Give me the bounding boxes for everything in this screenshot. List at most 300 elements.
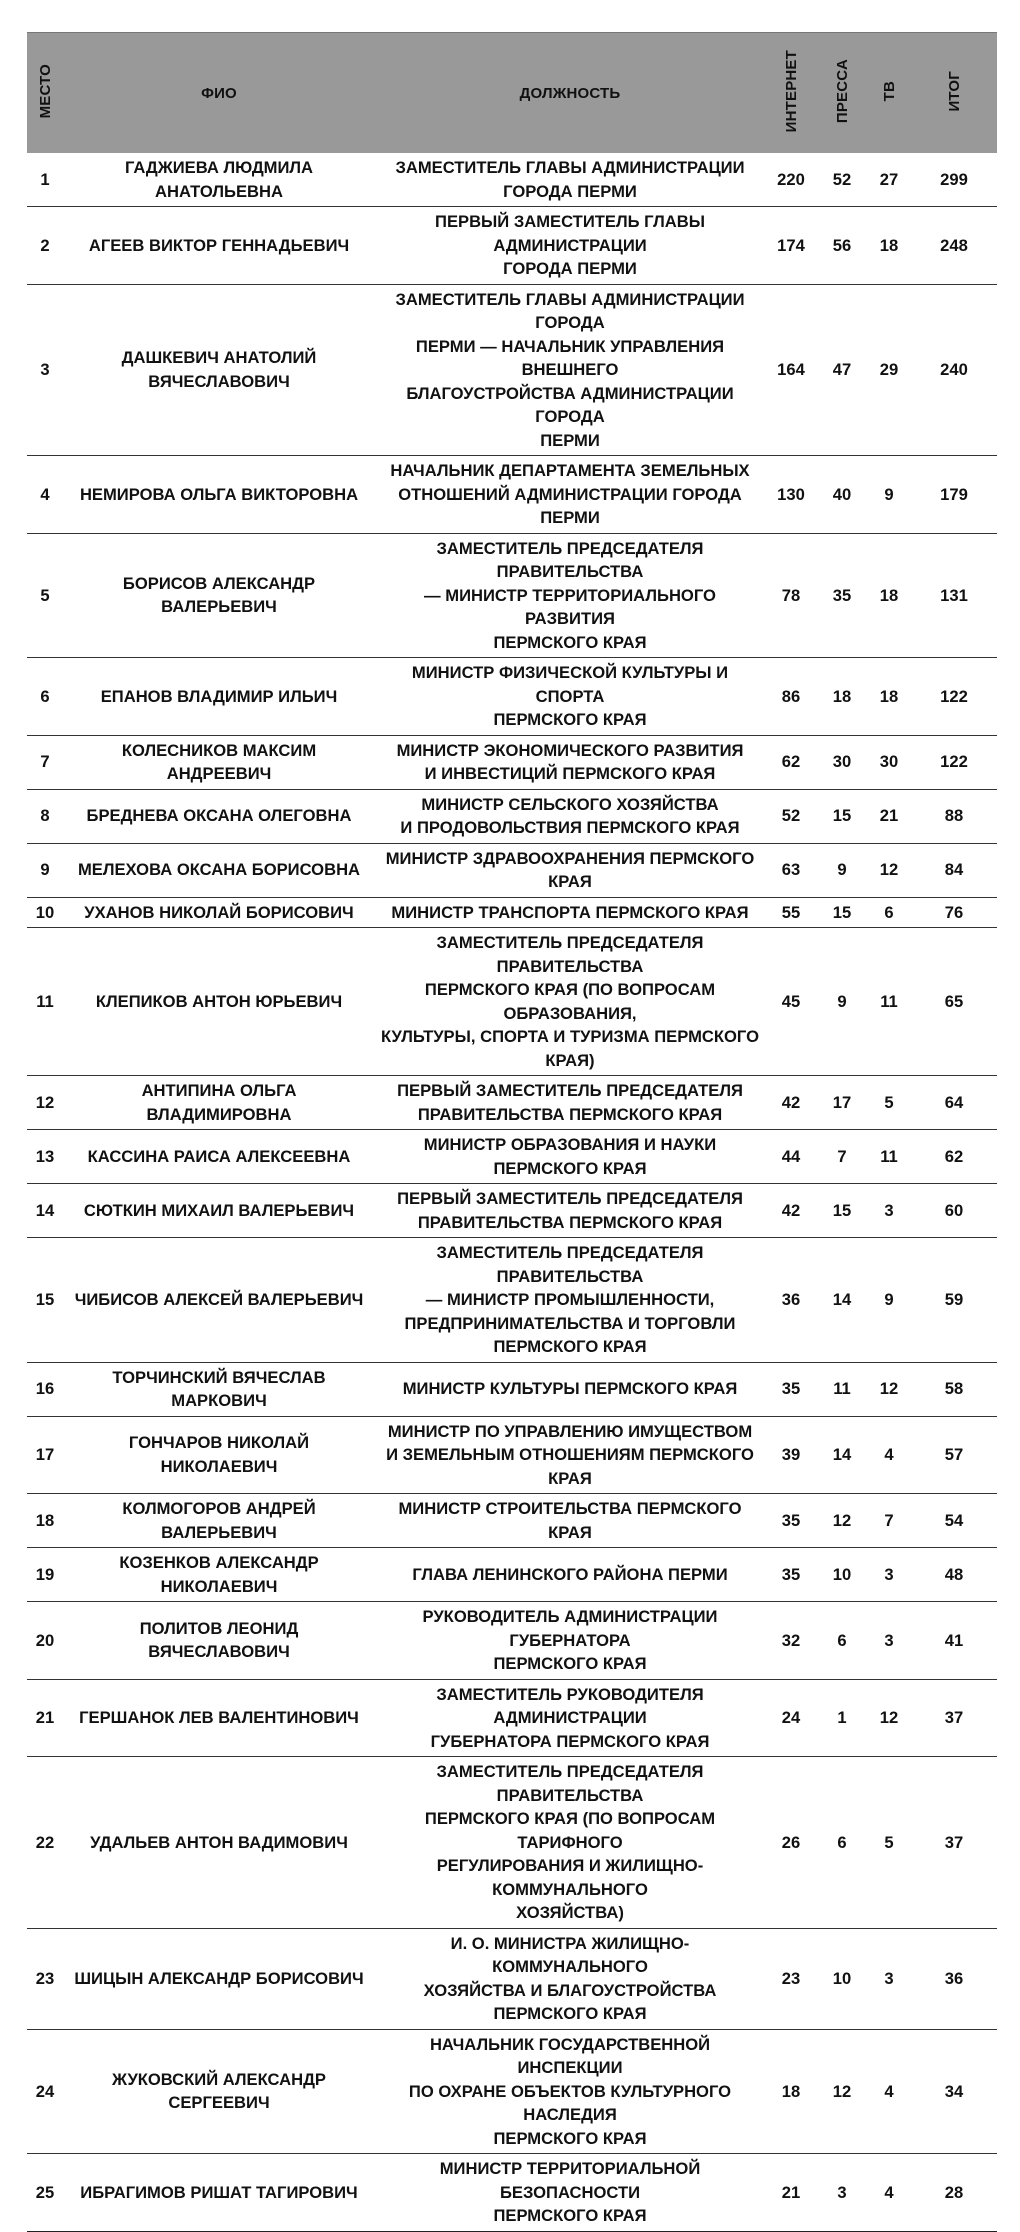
cell-total: 84 — [911, 843, 997, 897]
cell-tv: 6 — [867, 897, 911, 928]
cell-position — [375, 1757, 765, 1929]
table-row — [27, 1757, 997, 1929]
cell-total: 62 — [911, 1130, 997, 1184]
cell-total: 65 — [911, 928, 997, 1076]
cell-tv: 7 — [867, 1494, 911, 1548]
cell-internet: 26 — [765, 1757, 817, 1929]
cell-internet: 130 — [765, 456, 817, 534]
cell-tv: 3 — [867, 1928, 911, 2029]
cell-position — [375, 1602, 765, 1680]
cell-position — [375, 2154, 765, 2232]
cell-name-line: ВЯЧЕСЛАВОВИЧ — [148, 1642, 290, 1662]
table-row — [27, 1238, 997, 1363]
cell-name-line: ВАЛЕРЬЕВИЧ — [161, 1522, 277, 1542]
cell-place: 13 — [27, 1130, 63, 1184]
cell-name — [63, 1238, 375, 1363]
cell-press: 35 — [817, 533, 867, 658]
cell-name-line: КОЛЕСНИКОВ МАКСИМ — [121, 740, 317, 760]
cell-place: 16 — [27, 1362, 63, 1416]
cell-tv: 3 — [867, 1184, 911, 1238]
cell-press: 1 — [817, 1679, 867, 1757]
table-body — [27, 153, 997, 2231]
header-row — [27, 33, 997, 154]
cell-name — [63, 897, 375, 928]
cell-tv: 4 — [867, 2154, 911, 2232]
cell-name-line: УХАНОВ НИКОЛАЙ БОРИСОВИЧ — [84, 902, 354, 922]
cell-name-line: НЕМИРОВА ОЛЬГА ВИКТОРОВНА — [79, 484, 359, 504]
cell-place: 1 — [40, 169, 50, 189]
cell-name-line: ЖУКОВСКИЙ АЛЕКСАНДР — [112, 2069, 326, 2089]
cell-internet: 24 — [765, 1679, 817, 1757]
cell-position — [375, 1362, 765, 1416]
cell-place: 21 — [27, 1679, 63, 1757]
cell-tv: 21 — [867, 789, 911, 843]
cell-position-line: ПРАВИТЕЛЬСТВА ПЕРМСКОГО КРАЯ — [417, 1212, 723, 1232]
cell-tv: 9 — [867, 456, 911, 534]
cell-internet: 21 — [765, 2154, 817, 2232]
cell-position-line: МИНИСТР ТРАНСПОРТА ПЕРМСКОГО КРАЯ — [391, 902, 749, 922]
table-row — [27, 1928, 997, 2029]
table-row — [27, 1416, 997, 1494]
cell-name — [63, 1602, 375, 1680]
cell-position-line: ГЛАВА ЛЕНИНСКОГО РАЙОНА ПЕРМИ — [412, 1564, 728, 1584]
cell-press: 15 — [817, 789, 867, 843]
cell-total: 179 — [911, 456, 997, 534]
cell-total: 37 — [911, 1757, 997, 1929]
cell-total: 60 — [911, 1184, 997, 1238]
cell-total: 122 — [911, 658, 997, 736]
table-row — [27, 1130, 997, 1184]
cell-position-line: НАЧАЛЬНИК ДЕПАРТАМЕНТА ЗЕМЕЛЬНЫХ — [390, 461, 750, 480]
table-row — [27, 735, 997, 789]
cell-total: 36 — [911, 1928, 997, 2029]
cell-place: 23 — [27, 1928, 63, 2029]
cell-position-line: МИНИСТР ФИЗИЧЕСКОЙ КУЛЬТУРЫ И СПОРТА — [411, 663, 729, 706]
cell-name-line: ПОЛИТОВ ЛЕОНИД — [139, 1618, 299, 1638]
table-row — [27, 1184, 997, 1238]
cell-name — [63, 789, 375, 843]
cell-name — [63, 1548, 375, 1602]
cell-name — [63, 1184, 375, 1238]
cell-name-line: ГЕРШАНОК ЛЕВ ВАЛЕНТИНОВИЧ — [79, 1708, 359, 1727]
cell-press: 11 — [817, 1362, 867, 1416]
cell-place: 24 — [27, 2029, 63, 2154]
cell-position — [375, 207, 765, 285]
cell-name — [63, 1679, 375, 1757]
cell-tv: 18 — [867, 533, 911, 658]
cell-total: 57 — [911, 1416, 997, 1494]
cell-name-line: КОЗЕНКОВ АЛЕКСАНДР — [119, 1553, 319, 1572]
cell-place: 10 — [27, 897, 63, 928]
cell-position-line: ПЕРМСКОГО КРАЯ — [493, 1337, 647, 1356]
cell-position — [375, 928, 765, 1076]
cell-name-line: КОЛМОГОРОВ АНДРЕЙ — [122, 1499, 316, 1518]
cell-name-line: ДАШКЕВИЧ АНАТОЛИЙ — [121, 348, 317, 368]
cell-position-line: МИНИСТР СТРОИТЕЛЬСТВА ПЕРМСКОГО КРАЯ — [398, 1499, 742, 1542]
cell-position-line: ЗАМЕСТИТЕЛЬ ПРЕДСЕДАТЕЛЯ ПРАВИТЕЛЬСТВА — [436, 933, 704, 976]
cell-place: 19 — [27, 1548, 63, 1602]
cell-name-line: НИКОЛАЕВИЧ — [160, 1576, 278, 1596]
cell-tv: 18 — [867, 207, 911, 285]
cell-total: 248 — [911, 207, 997, 285]
cell-name-line: ВЛАДИМИРОВНА — [146, 1104, 292, 1124]
table-row — [27, 2154, 997, 2232]
cell-name — [63, 1928, 375, 2029]
cell-place: 4 — [27, 456, 63, 534]
cell-press: 10 — [817, 1548, 867, 1602]
cell-internet: 32 — [765, 1602, 817, 1680]
cell-name — [63, 207, 375, 285]
cell-position-line: ПЕРМИ — [540, 430, 600, 450]
cell-internet: 18 — [765, 2029, 817, 2154]
cell-position-line: ПРЕДПРИНИМАТЕЛЬСТВА И ТОРГОВЛИ — [404, 1313, 736, 1333]
cell-tv: 5 — [867, 1076, 911, 1130]
cell-press: 14 — [817, 1416, 867, 1494]
cell-name-line: ВЯЧЕСЛАВОВИЧ — [148, 371, 290, 391]
table-row — [27, 456, 997, 534]
cell-position-line: ПЕРВЫЙ ЗАМЕСТИТЕЛЬ ПРЕДСЕДАТЕЛЯ — [397, 1189, 743, 1208]
cell-internet: 35 — [765, 1362, 817, 1416]
table-row — [27, 928, 997, 1076]
cell-name — [63, 533, 375, 658]
cell-tv: 11 — [867, 928, 911, 1076]
cell-position-line: ПЕРМСКОГО КРАЯ (ПО ВОПРОСАМ ТАРИФНОГО — [424, 1809, 716, 1852]
cell-tv: 4 — [867, 1416, 911, 1494]
cell-press: 3 — [817, 2154, 867, 2232]
cell-name-line: УДАЛЬЕВ АНТОН ВАДИМОВИЧ — [90, 1832, 348, 1852]
header-place: МЕСТО — [27, 33, 63, 154]
cell-position-line: ЗАМЕСТИТЕЛЬ РУКОВОДИТЕЛЯ АДМИНИСТРАЦИИ — [436, 1684, 704, 1727]
cell-position-line: МИНИСТР СЕЛЬСКОГО ХОЗЯЙСТВА — [421, 794, 719, 814]
cell-place: 2 — [27, 207, 63, 285]
cell-press: 12 — [817, 1494, 867, 1548]
cell-name-line: ТОРЧИНСКИЙ ВЯЧЕСЛАВ — [112, 1367, 326, 1387]
cell-place: 12 — [27, 1076, 63, 1130]
cell-position-line: МИНИСТР КУЛЬТУРЫ ПЕРМСКОГО КРАЯ — [402, 1379, 738, 1399]
header-total: ИТОГ — [911, 33, 997, 154]
cell-internet: 220 — [777, 169, 805, 189]
cell-position-line: И ПРОДОВОЛЬСТВИЯ ПЕРМСКОГО КРАЯ — [400, 818, 740, 837]
cell-name — [63, 843, 375, 897]
cell-place: 18 — [27, 1494, 63, 1548]
header-internet: ИНТЕРНЕТ — [765, 33, 817, 154]
cell-name-line: ШИЦЫН АЛЕКСАНДР БОРИСОВИЧ — [74, 1968, 364, 1988]
cell-press: 6 — [817, 1602, 867, 1680]
table-row — [27, 1494, 997, 1548]
header-press: ПРЕССА — [817, 33, 867, 154]
cell-name-line: ГАДЖИЕВА ЛЮДМИЛА — [124, 158, 314, 177]
cell-position-line: РЕГУЛИРОВАНИЯ И ЖИЛИЩНО-КОММУНАЛЬНОГО — [436, 1856, 704, 1899]
table-header — [27, 33, 997, 154]
cell-internet: 35 — [765, 1494, 817, 1548]
cell-position-line: ГУБЕРНАТОРА ПЕРМСКОГО КРАЯ — [430, 1731, 710, 1751]
cell-name-line: ЧИБИСОВ АЛЕКСЕЙ ВАЛЕРЬЕВИЧ — [74, 1290, 364, 1309]
cell-press: 15 — [817, 1184, 867, 1238]
cell-position-line: — МИНИСТР ТЕРРИТОРИАЛЬНОГО РАЗВИТИЯ — [424, 585, 716, 628]
table-row — [27, 533, 997, 658]
cell-name — [63, 2029, 375, 2154]
cell-position — [375, 1548, 765, 1602]
table-row — [27, 207, 997, 285]
cell-position-line: ПЕРМСКОГО КРАЯ — [493, 1654, 647, 1673]
cell-position — [375, 1928, 765, 2029]
table-row — [27, 153, 997, 207]
cell-total: 131 — [911, 533, 997, 658]
cell-name — [63, 1130, 375, 1184]
cell-internet: 44 — [765, 1130, 817, 1184]
cell-place: 6 — [27, 658, 63, 736]
cell-position — [375, 2029, 765, 2154]
cell-name-line: ИБРАГИМОВ РИШАТ ТАГИРОВИЧ — [80, 2182, 358, 2202]
cell-place: 22 — [27, 1757, 63, 1929]
cell-name — [63, 1076, 375, 1130]
cell-press: 56 — [817, 207, 867, 285]
cell-position — [375, 1416, 765, 1494]
cell-position-line: МИНИСТР ОБРАЗОВАНИЯ И НАУКИ ПЕРМСКОГО КРАЯ — [423, 1135, 717, 1178]
cell-position-line: И ИНВЕСТИЦИЙ ПЕРМСКОГО КРАЯ — [424, 764, 716, 783]
cell-position-line: ХОЗЯЙСТВА) — [516, 1903, 624, 1922]
cell-internet: 35 — [765, 1548, 817, 1602]
cell-position — [375, 1238, 765, 1363]
cell-name — [63, 2154, 375, 2232]
table-row — [27, 1076, 997, 1130]
cell-position-line: РУКОВОДИТЕЛЬ АДМИНИСТРАЦИИ ГУБЕРНАТОРА — [422, 1607, 718, 1650]
cell-tv: 18 — [867, 658, 911, 736]
cell-position-line: МИНИСТР ПО УПРАВЛЕНИЮ ИМУЩЕСТВОМ — [387, 1421, 753, 1441]
cell-press: 7 — [817, 1130, 867, 1184]
cell-name-line: СЕРГЕЕВИЧ — [168, 2093, 270, 2113]
cell-press: 12 — [817, 2029, 867, 2154]
cell-total: 34 — [911, 2029, 997, 2154]
cell-position-line: МИНИСТР ЗДРАВООХРАНЕНИЯ ПЕРМСКОГО КРАЯ — [385, 848, 755, 891]
cell-total: 122 — [911, 735, 997, 789]
cell-position-line: И. О. МИНИСТРА ЖИЛИЩНО-КОММУНАЛЬНОГО — [450, 1933, 690, 1976]
cell-name-line: БОРИСОВ АЛЕКСАНДР — [122, 573, 316, 593]
cell-tv: 12 — [867, 843, 911, 897]
ranking-table-container — [27, 32, 997, 2232]
cell-press: 6 — [817, 1757, 867, 1929]
cell-press: 17 — [817, 1076, 867, 1130]
cell-press: 30 — [817, 735, 867, 789]
cell-tv: 29 — [867, 284, 911, 456]
cell-position-line: ПЕРМСКОГО КРАЯ — [493, 632, 647, 652]
cell-position-line: ПО ОХРАНЕ ОБЪЕКТОВ КУЛЬТУРНОГО НАСЛЕДИЯ — [408, 2081, 732, 2124]
table-row — [27, 2029, 997, 2154]
cell-name-line: НИКОЛАЕВИЧ — [160, 1456, 278, 1476]
cell-internet: 78 — [765, 533, 817, 658]
cell-position-line: — МИНИСТР ПРОМЫШЛЕННОСТИ, — [425, 1290, 715, 1309]
cell-position-line: НАЧАЛЬНИК ГОСУДАРСТВЕННОЙ ИНСПЕКЦИИ — [429, 2034, 711, 2077]
table-row — [27, 1362, 997, 1416]
cell-place: 20 — [27, 1602, 63, 1680]
cell-internet: 23 — [765, 1928, 817, 2029]
cell-position-line: ГОРОДА ПЕРМИ — [503, 259, 637, 278]
cell-name-line: ВАЛЕРЬЕВИЧ — [161, 597, 277, 617]
cell-position — [375, 658, 765, 736]
cell-place: 25 — [27, 2154, 63, 2232]
cell-position-line: ЗАМЕСТИТЕЛЬ ГЛАВЫ АДМИНИСТРАЦИИ ГОРОДА — [395, 289, 745, 332]
cell-press: 9 — [817, 843, 867, 897]
cell-total: 88 — [911, 789, 997, 843]
cell-tv: 30 — [867, 735, 911, 789]
cell-internet: 36 — [765, 1238, 817, 1363]
cell-name — [63, 928, 375, 1076]
table-row — [27, 897, 997, 928]
cell-total: 28 — [911, 2154, 997, 2232]
cell-tv: 4 — [867, 2029, 911, 2154]
cell-position-line: ПЕРМСКОГО КРАЯ — [493, 710, 647, 729]
cell-position-line: ПЕРМСКОГО КРАЯ — [493, 2206, 647, 2225]
header-position: ДОЛЖНОСТЬ — [375, 33, 765, 154]
cell-name-line: БРЕДНЕВА ОКСАНА ОЛЕГОВНА — [86, 806, 352, 826]
cell-position-line: ПРАВИТЕЛЬСТВА ПЕРМСКОГО КРАЯ — [417, 1104, 723, 1124]
cell-internet: 55 — [765, 897, 817, 928]
cell-tv: 12 — [867, 1679, 911, 1757]
cell-internet: 42 — [765, 1076, 817, 1130]
cell-name — [63, 153, 375, 207]
cell-total: 59 — [911, 1238, 997, 1363]
cell-press: 15 — [817, 897, 867, 928]
cell-name-line: КАССИНА РАИСА АЛЕКСЕЕВНА — [87, 1146, 351, 1166]
cell-press: 47 — [817, 284, 867, 456]
cell-position-line: МИНИСТР ЭКОНОМИЧЕСКОГО РАЗВИТИЯ — [396, 740, 744, 760]
cell-position — [375, 1679, 765, 1757]
cell-position — [375, 284, 765, 456]
cell-position-line: ПЕРМСКОГО КРАЯ — [493, 2128, 647, 2148]
cell-name-line: АГЕЕВ ВИКТОР ГЕННАДЬЕВИЧ — [88, 235, 350, 255]
cell-position-line: ПЕРМИ — НАЧАЛЬНИК УПРАВЛЕНИЯ ВНЕШНЕГО — [415, 336, 725, 379]
cell-position-line: ГОРОДА ПЕРМИ — [503, 181, 637, 201]
header-name: ФИО — [63, 33, 375, 154]
cell-press: 52 — [832, 169, 852, 189]
cell-total: 64 — [911, 1076, 997, 1130]
cell-tv: 3 — [867, 1602, 911, 1680]
cell-name — [63, 456, 375, 534]
cell-total: 58 — [911, 1362, 997, 1416]
cell-position — [375, 1076, 765, 1130]
table-row — [27, 843, 997, 897]
cell-total: 41 — [911, 1602, 997, 1680]
cell-place: 8 — [27, 789, 63, 843]
table-row — [27, 658, 997, 736]
cell-place: 15 — [27, 1238, 63, 1363]
cell-total: 54 — [911, 1494, 997, 1548]
table-row — [27, 1548, 997, 1602]
cell-position-line: ЗАМЕСТИТЕЛЬ ПРЕДСЕДАТЕЛЯ ПРАВИТЕЛЬСТВА — [436, 1243, 704, 1286]
cell-position — [375, 1494, 765, 1548]
cell-name-line: КЛЕПИКОВ АНТОН ЮРЬЕВИЧ — [95, 991, 343, 1011]
cell-position — [375, 843, 765, 897]
cell-total: 76 — [911, 897, 997, 928]
cell-name — [63, 1362, 375, 1416]
cell-position — [375, 153, 765, 207]
cell-total: 299 — [940, 169, 968, 189]
cell-position-line: ХОЗЯЙСТВА И БЛАГОУСТРОЙСТВА ПЕРМСКОГО КРАЯ — [423, 1980, 717, 2023]
cell-press: 14 — [817, 1238, 867, 1363]
cell-position — [375, 1184, 765, 1238]
cell-internet: 164 — [765, 284, 817, 456]
cell-name — [63, 1757, 375, 1929]
cell-place: 5 — [27, 533, 63, 658]
cell-position — [375, 789, 765, 843]
cell-tv: 11 — [867, 1130, 911, 1184]
cell-place: 3 — [27, 284, 63, 456]
cell-position-line: ОТНОШЕНИЙ АДМИНИСТРАЦИИ ГОРОДА ПЕРМИ — [398, 484, 742, 527]
cell-tv: 27 — [879, 169, 899, 189]
cell-total: 37 — [911, 1679, 997, 1757]
cell-name-line: ГОНЧАРОВ НИКОЛАЙ — [128, 1433, 310, 1453]
cell-name — [63, 658, 375, 736]
cell-position — [375, 897, 765, 928]
cell-internet: 39 — [765, 1416, 817, 1494]
cell-position — [375, 1130, 765, 1184]
cell-name — [63, 735, 375, 789]
cell-position — [375, 533, 765, 658]
cell-internet: 86 — [765, 658, 817, 736]
cell-press: 18 — [817, 658, 867, 736]
cell-position — [375, 456, 765, 534]
cell-tv: 9 — [867, 1238, 911, 1363]
cell-internet: 62 — [765, 735, 817, 789]
cell-position-line: ЗАМЕСТИТЕЛЬ ГЛАВЫ АДМИНИСТРАЦИИ — [395, 158, 745, 177]
table-row — [27, 284, 997, 456]
cell-name-line: АНАТОЛЬЕВНА — [155, 181, 283, 201]
cell-name-line: МЕЛЕХОВА ОКСАНА БОРИСОВНА — [77, 860, 361, 880]
cell-internet: 45 — [765, 928, 817, 1076]
table-row — [27, 1679, 997, 1757]
cell-position — [375, 735, 765, 789]
cell-position-line: И ЗЕМЕЛЬНЫМ ОТНОШЕНИЯМ ПЕРМСКОГО КРАЯ — [386, 1445, 754, 1488]
cell-name — [63, 1416, 375, 1494]
cell-place: 14 — [27, 1184, 63, 1238]
ranking-table — [27, 32, 997, 2232]
cell-name-line: АНДРЕЕВИЧ — [166, 764, 272, 783]
cell-name-line: МАРКОВИЧ — [171, 1391, 267, 1410]
cell-position-line: МИНИСТР ТЕРРИТОРИАЛЬНОЙ БЕЗОПАСНОСТИ — [439, 2159, 701, 2202]
cell-name-line: АНТИПИНА ОЛЬГА — [141, 1081, 297, 1100]
cell-total: 48 — [911, 1548, 997, 1602]
cell-press: 10 — [817, 1928, 867, 2029]
cell-place: 17 — [27, 1416, 63, 1494]
cell-tv: 12 — [867, 1362, 911, 1416]
cell-tv: 3 — [867, 1548, 911, 1602]
cell-position-line: КУЛЬТУРЫ, СПОРТА И ТУРИЗМА ПЕРМСКОГО КРАЯ) — [380, 1027, 760, 1070]
cell-position-line: ПЕРВЫЙ ЗАМЕСТИТЕЛЬ ГЛАВЫ АДМИНИСТРАЦИИ — [435, 212, 705, 255]
table-row — [27, 789, 997, 843]
table-row — [27, 1602, 997, 1680]
cell-position-line: ПЕРМСКОГО КРАЯ (ПО ВОПРОСАМ ОБРАЗОВАНИЯ, — [424, 980, 716, 1023]
cell-position-line: ПЕРВЫЙ ЗАМЕСТИТЕЛЬ ПРЕДСЕДАТЕЛЯ — [397, 1081, 743, 1100]
cell-position-line: БЛАГОУСТРОЙСТВА АДМИНИСТРАЦИИ ГОРОДА — [406, 383, 734, 426]
cell-name-line: СЮТКИН МИХАИЛ ВАЛЕРЬЕВИЧ — [83, 1200, 355, 1220]
cell-place: 11 — [27, 928, 63, 1076]
cell-position-line: ЗАМЕСТИТЕЛЬ ПРЕДСЕДАТЕЛЯ ПРАВИТЕЛЬСТВА — [436, 538, 704, 581]
cell-internet: 52 — [765, 789, 817, 843]
cell-tv: 5 — [867, 1757, 911, 1929]
cell-internet: 174 — [765, 207, 817, 285]
cell-place: 7 — [27, 735, 63, 789]
cell-name — [63, 284, 375, 456]
cell-total: 240 — [911, 284, 997, 456]
header-tv: ТВ — [867, 33, 911, 154]
cell-press: 40 — [817, 456, 867, 534]
cell-position-line: ЗАМЕСТИТЕЛЬ ПРЕДСЕДАТЕЛЯ ПРАВИТЕЛЬСТВА — [436, 1762, 704, 1805]
cell-name-line: ЕПАНОВ ВЛАДИМИР ИЛЬИЧ — [100, 686, 338, 706]
cell-internet: 63 — [765, 843, 817, 897]
cell-internet: 42 — [765, 1184, 817, 1238]
cell-press: 9 — [817, 928, 867, 1076]
cell-place: 9 — [27, 843, 63, 897]
